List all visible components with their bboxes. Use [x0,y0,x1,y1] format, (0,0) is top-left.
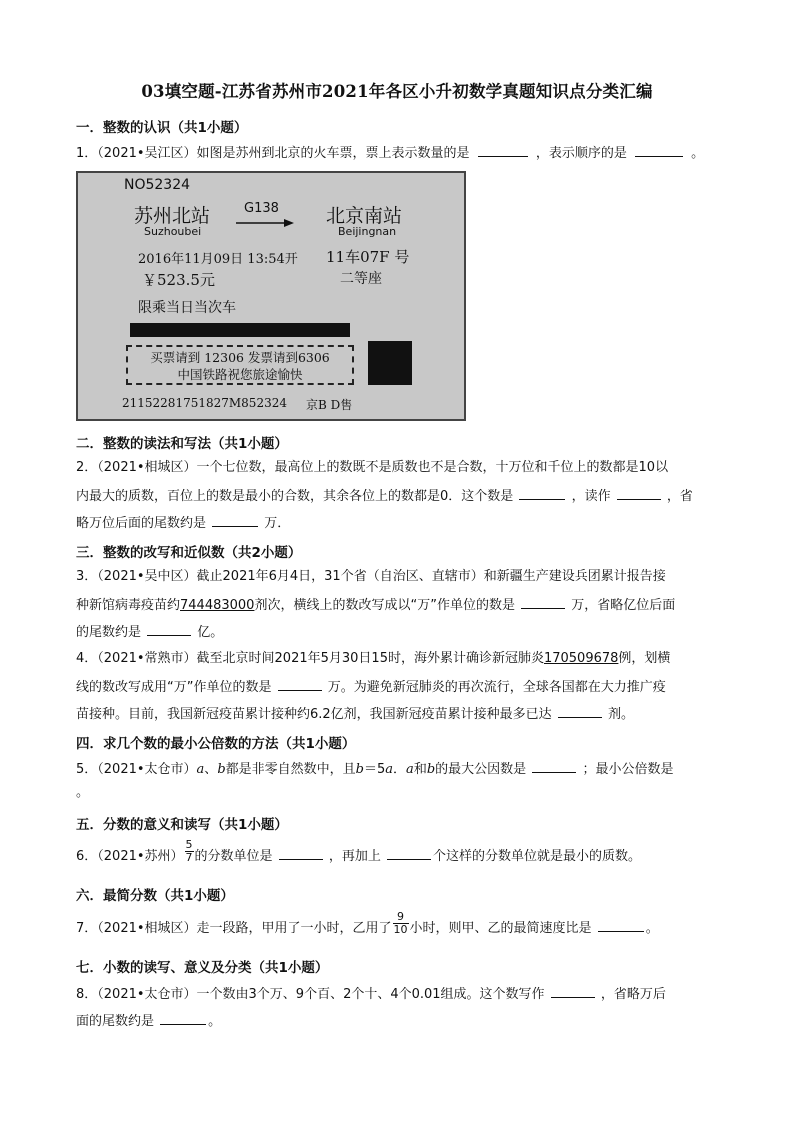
ticket-class: 二等座 [340,271,382,287]
q4-blank-1[interactable] [278,677,322,691]
question-2-line-1: 2．（2021•相城区）一个七位数，最高位上的数既不是质数也不是合数，十万位和千位上的数都是10以 [76,460,669,475]
q8-blank-2[interactable] [160,1011,206,1025]
section-heading-1: 一．整数的认识（共1小题） [76,120,248,136]
question-5-line-2: 。 [76,785,90,800]
question-1 [76,143,704,163]
ticket-seat: 11车07F 号 [326,248,410,266]
ticket-to-station: 北京南站 [326,205,403,227]
q8-text-c: 面的尾数约是 [76,1014,155,1029]
section-heading-6: 六．最简分数（共1小题） [76,888,234,904]
ticket-number: NO52324 [124,177,191,193]
q3-blank-2[interactable] [147,622,191,636]
q4-blank-2[interactable] [558,704,602,718]
q8-text-b: ，省略万后 [600,987,666,1002]
q4-text-c: 线的数改写成用“万”作单位的数是 [76,680,272,695]
ticket-price: ￥523.5元 [142,271,215,289]
q5-eq-a: a [385,762,394,777]
q3-blank-1[interactable] [521,595,565,609]
ticket-box-line-1: 买票请到 12306 发票请到6306 [150,350,330,365]
section-heading-5: 五．分数的意义和读写（共1小题） [76,817,288,833]
question-5-line-1 [76,759,673,779]
q2-text-c: ，省 [666,489,693,504]
arrow-right-icon [236,213,294,232]
q6-text-c: ，再加上 [328,849,381,864]
ticket-from-station: 苏州北站 [134,205,211,227]
question-8-line-2 [76,1011,221,1031]
ticket-black-bar [130,323,350,337]
q5-var-a2: a [406,762,414,777]
ticket-box-line-2: 中国铁路祝您旅途愉快 [177,367,303,382]
q8-text-d: 。 [208,1014,222,1029]
ticket-from-pinyin: Suzhoubei [144,225,202,238]
q6-blank-2[interactable] [387,846,431,860]
q3-underlined-number: 744483000 [180,598,255,613]
q7-fraction [393,911,409,936]
question-2-line-2 [76,486,693,506]
q2-text-b: ，读作 [571,489,611,504]
q5-text-b: 都是非零自然数中，且 [225,762,356,777]
qr-code-icon [368,341,412,385]
q4-text-d: 万。为避免新冠肺炎的再次流行，全球各国都在大力推广疫 [327,680,666,695]
q5-eq-mid: ＝5 [363,762,386,777]
q5-var-a: a [196,762,205,777]
question-3-line-2 [76,595,675,615]
ticket-to-pinyin: Beijingnan [338,225,397,238]
q6-blank-1[interactable] [279,846,323,860]
q5-text-a: 5．（2021•太仓市） [76,762,197,777]
question-3-line-3 [76,622,223,642]
q2-blank-3[interactable] [212,513,258,527]
q2-blank-1[interactable] [519,486,565,500]
question-2-line-3 [76,513,290,533]
q2-text-d: 略万位后面的尾数约是 [76,516,207,531]
section-heading-7: 七．小数的读写、意义及分类（共1小题） [76,960,329,976]
q6-fraction [185,839,194,864]
q4-text-e: 苗接种。目前，我国新冠疫苗累计接种约6.2亿剂，我国新冠疫苗累计接种最多已达 [76,707,552,722]
question-7 [76,910,659,938]
q5-var-b2: b [426,762,436,777]
q1-text-c: 。 [691,146,705,161]
q2-text-a: 内最大的质数，百位上的数是最小的合数，其余各位上的数都是0．这个数是 [76,489,514,504]
ticket-train-number: G138 [244,201,279,216]
q6-text-d: 个这样的分数单位就是最小的质数。 [432,849,641,864]
q7-text-c: 。 [645,921,659,936]
q3-text-d: 的尾数约是 [76,625,142,640]
q3-text-e: 亿。 [197,625,224,640]
q8-text-a: 8．（2021•太仓市）一个数由3个万、9个百、2个十、4个0.01组成。这个数写作 [76,987,545,1002]
q5-text-c: ． [393,762,407,777]
q6-denominator: 7 [185,851,193,864]
q4-text-f: 剂。 [607,707,634,722]
q6-text-a: 6．（2021•苏州） [76,849,184,864]
q4-underlined-number: 170509678 [543,651,619,666]
page-title: 03填空题-江苏省苏州市2021年各区小升初数学真题知识点分类汇编 [141,82,653,101]
ticket-dashed-box [126,345,354,385]
q6-numerator: 5 [185,838,193,851]
q3-text-a: 种新馆病毒疫苗约 [76,598,181,613]
q7-text-a: 7．（2021•相城区）走一段路，甲用了一小时，乙用了 [76,921,392,936]
q2-text-e: 万． [264,516,291,531]
question-4-line-1 [76,650,670,668]
q5-eq-b: b [355,762,364,777]
q5-and: 和 [413,762,427,777]
q5-text-d: 的最大公因数是 [435,762,527,777]
q7-denominator: 10 [393,923,408,936]
q5-var-b: b [217,762,226,777]
q1-text-b: ，表示顺序的是 [535,146,627,161]
ticket-sale-point: 京B D售 [306,398,353,412]
section-heading-2: 二．整数的读法和写法（共1小题） [76,436,288,452]
q4-text-b: 例，划横 [618,651,671,666]
question-3-line-1: 3．（2021•吴中区）截止2021年6月4日，31个省（自治区、直辖市）和新疆生产建设兵团累计报告接 [76,569,666,584]
q1-blank-2[interactable] [635,143,683,157]
q5-text-e: ；最小公倍数是 [582,762,674,777]
q5-sep: 、 [204,762,218,777]
question-4-line-2 [76,677,666,697]
train-ticket-figure [76,171,466,421]
q8-blank-1[interactable] [551,984,595,998]
section-heading-4: 四．求几个数的最小公倍数的方法（共1小题） [76,736,356,752]
q1-blank-1[interactable] [478,143,528,157]
q7-blank-1[interactable] [598,918,644,932]
q5-blank-1[interactable] [532,759,576,773]
ticket-note: 限乘当日当次车 [138,300,236,316]
section-heading-3: 三．整数的改写和近似数（共2小题） [76,545,302,561]
q2-blank-2[interactable] [617,486,661,500]
q6-text-b: 的分数单位是 [194,849,273,864]
q7-numerator: 9 [393,911,409,924]
ticket-serial-code: 21152281751827M852324 [122,396,287,410]
q3-text-b: 剂次，横线上的数改写成以“万”作单位的数是 [254,598,515,613]
q4-text-a: 4．（2021•常熟市）截至北京时间2021年5月30日15时，海外累计确诊新冠肺炎 [76,651,544,666]
question-4-line-3 [76,704,634,724]
q1-text-a: 1．（2021•吴江区）如图是苏州到北京的火车票，票上表示数量的是 [76,146,470,161]
q3-text-c: 万，省略亿位后面 [571,598,676,613]
question-6 [76,838,641,866]
question-8-line-1 [76,984,666,1004]
ticket-datetime: 2016年11月09日 13:54开 [138,252,298,267]
q7-text-b: 小时，则甲、乙的最简速度比是 [409,921,592,936]
